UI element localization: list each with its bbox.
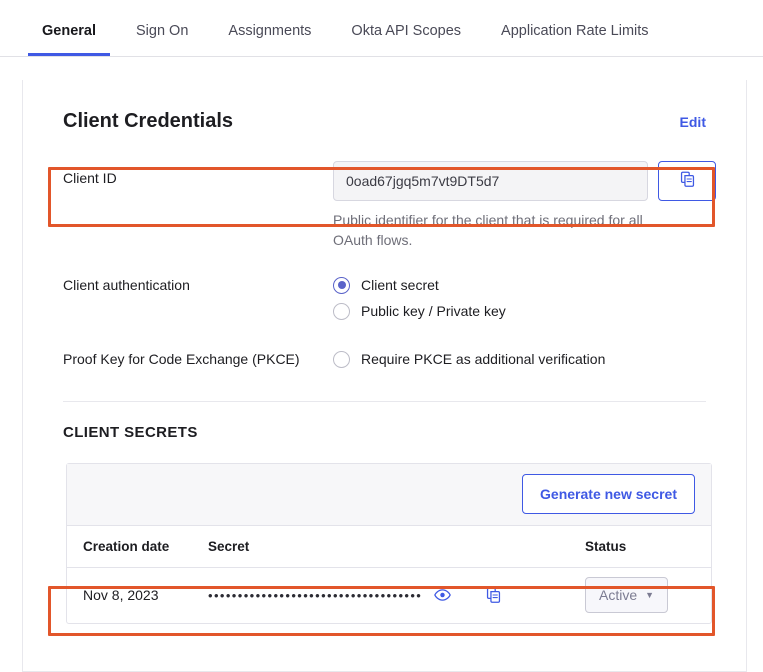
radio-label-client-secret: Client secret [361,277,439,294]
radio-option-public-private-key[interactable] [333,303,706,320]
divider [63,401,706,402]
table-header-row [67,526,711,568]
pkce-label: Proof Key for Code Exchange (PKCE) [63,350,300,367]
copy-client-id-button[interactable] [658,161,716,201]
cell-creation-date: Nov 8, 2023 [83,587,159,604]
page-title: Client Credentials [63,110,234,132]
client-credentials-header [63,110,706,133]
checkbox-option-require-pkce[interactable] [333,351,706,368]
tab-okta-api-scopes[interactable]: Okta API Scopes [351,23,462,39]
radio-icon-selected [333,277,350,294]
chevron-down-icon: ▼ [645,590,655,601]
client-secrets-title: CLIENT SECRETS [63,423,198,441]
edit-link[interactable]: Edit [679,114,706,130]
client-id-value[interactable]: 0oad67jgq5m7vt9DT5d7 [333,161,648,201]
eye-icon[interactable] [434,589,451,601]
client-authentication-row [63,277,706,329]
tab-sign-on[interactable]: Sign On [136,23,189,39]
client-id-row [63,161,706,251]
client-id-label: Client ID [63,170,117,186]
radio-icon-unselected [333,303,350,320]
client-secrets-table [66,463,712,624]
tab-bar [0,0,763,57]
copy-icon [679,170,696,193]
column-header-status: Status [585,538,627,554]
cell-secret-masked: •••••••••••••••••••••••••••••••••••• [208,587,423,603]
table-row [67,568,711,623]
client-id-helper-text: Public identifier for the client that is required for all OAuth flows. [333,212,643,249]
copy-secret-icon[interactable] [485,586,502,604]
checkbox-label-require-pkce: Require PKCE as additional verification [361,351,606,368]
status-badge[interactable] [585,577,668,613]
tab-application-rate-limits[interactable]: Application Rate Limits [501,23,649,39]
radio-option-client-secret[interactable] [333,277,706,294]
generate-new-secret-button[interactable]: Generate new secret [522,474,695,514]
client-credentials-card [22,80,747,672]
radio-label-public-private-key: Public key / Private key [361,303,506,320]
column-header-secret: Secret [208,538,250,554]
secrets-toolbar [67,464,711,526]
tab-general[interactable]: General [28,23,110,56]
pkce-row [63,351,706,377]
tab-assignments[interactable]: Assignments [228,23,312,39]
client-authentication-label: Client authentication [63,276,190,293]
checkbox-icon [333,351,350,368]
status-label: Active [599,587,638,604]
column-header-creation-date: Creation date [83,538,170,554]
